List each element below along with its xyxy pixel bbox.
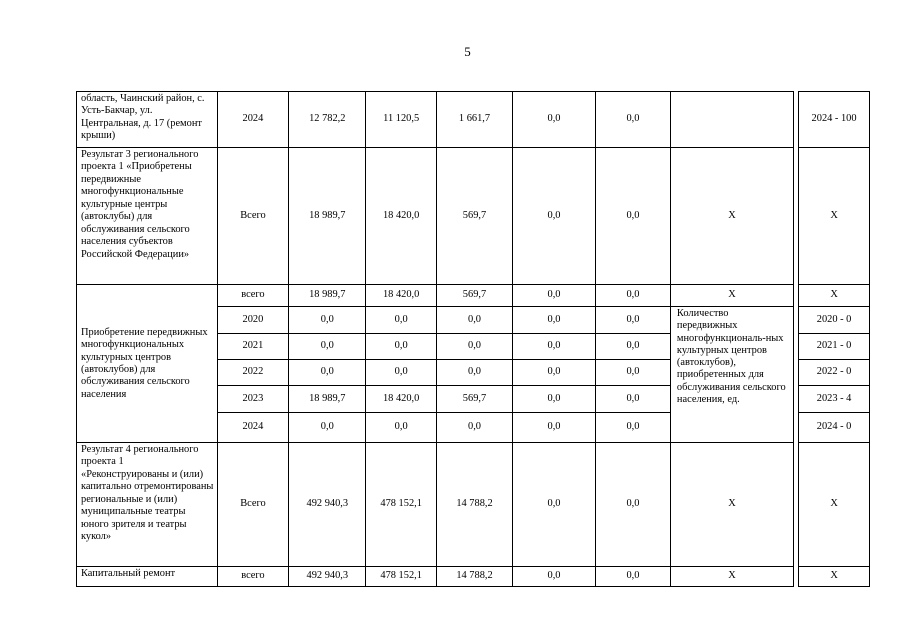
value-cell: 0,0	[596, 285, 671, 307]
total-cell: 492 940,3	[289, 567, 366, 587]
value-cell: 0,0	[596, 307, 671, 334]
value-cell: 0,0	[512, 92, 595, 148]
target-cell: 2022 - 0	[799, 360, 870, 386]
value-cell: 18 420,0	[366, 285, 437, 307]
year-cell: 2020	[217, 307, 289, 334]
target-cell: 2021 - 0	[799, 334, 870, 360]
value-cell: 0,0	[512, 307, 595, 334]
value-cell: 0,0	[437, 334, 513, 360]
value-cell: 0,0	[512, 413, 595, 443]
year-cell: Всего	[217, 148, 289, 285]
value-cell: 0,0	[596, 360, 671, 386]
year-cell: всего	[217, 567, 289, 587]
value-cell: 0,0	[596, 92, 671, 148]
budget-table	[76, 91, 870, 587]
row-name: Результат 4 регионального проекта 1 «Реконструированы и (или) капитально отремонтированы региональные и (или) муниципальные театры юного зрителя и театры кукол»	[77, 443, 218, 567]
indicator-cell: Х	[670, 148, 793, 285]
value-cell: 0,0	[366, 413, 437, 443]
value-cell: 0,0	[512, 443, 595, 567]
indicator-cell: Х	[670, 443, 793, 567]
year-cell: 2021	[217, 334, 289, 360]
target-cell: 2024 - 100	[799, 92, 870, 148]
table-row	[77, 92, 870, 148]
target-cell: Х	[799, 285, 870, 307]
target-cell: Х	[799, 567, 870, 587]
value-cell: 478 152,1	[366, 443, 437, 567]
row-name: Капитальный ремонт	[77, 567, 218, 587]
value-cell: 11 120,5	[366, 92, 437, 148]
year-cell: 2024	[217, 413, 289, 443]
target-cell: Х	[799, 443, 870, 567]
target-cell: 2023 - 4	[799, 386, 870, 413]
value-cell: 0,0	[596, 334, 671, 360]
value-cell: 569,7	[437, 386, 513, 413]
table-row	[77, 443, 870, 567]
value-cell: 0,0	[596, 148, 671, 285]
indicator-cell: Количество передвижных многофункциональ-ных культурных центров (автоклубов), приобретенных для обслуживания сельского населения, ед.	[670, 307, 793, 443]
indicator-cell	[670, 92, 793, 148]
value-cell: 0,0	[596, 386, 671, 413]
value-cell: 0,0	[512, 386, 595, 413]
row-name: Приобретение передвижных многофункциональных культурных центров (автоклубов) для обслуживания сельского населения	[77, 285, 218, 443]
year-cell: Всего	[217, 443, 289, 567]
value-cell: 0,0	[596, 413, 671, 443]
table-row	[77, 285, 870, 307]
page-number: 5	[464, 44, 471, 59]
year-cell: 2022	[217, 360, 289, 386]
indicator-cell: Х	[670, 567, 793, 587]
value-cell: 14 788,2	[437, 567, 513, 587]
target-cell: 2024 - 0	[799, 413, 870, 443]
year-cell: всего	[217, 285, 289, 307]
value-cell: 0,0	[437, 413, 513, 443]
total-cell: 18 989,7	[289, 148, 366, 285]
value-cell: 18 420,0	[366, 386, 437, 413]
row-name: область, Чаинский район, с. Усть-Бакчар, ул. Центральная, д. 17 (ремонт крыши)	[77, 92, 218, 148]
value-cell: 14 788,2	[437, 443, 513, 567]
year-cell: 2023	[217, 386, 289, 413]
table-row	[77, 567, 870, 587]
value-cell: 0,0	[512, 148, 595, 285]
value-cell: 1 661,7	[437, 92, 513, 148]
year-cell: 2024	[217, 92, 289, 148]
total-cell: 0,0	[289, 334, 366, 360]
total-cell: 12 782,2	[289, 92, 366, 148]
indicator-cell: Х	[670, 285, 793, 307]
total-cell: 0,0	[289, 413, 366, 443]
value-cell: 0,0	[366, 360, 437, 386]
value-cell: 0,0	[437, 360, 513, 386]
value-cell: 0,0	[512, 360, 595, 386]
value-cell: 0,0	[366, 334, 437, 360]
value-cell: 478 152,1	[366, 567, 437, 587]
row-name: Результат 3 регионального проекта 1 «Приобретены передвижные многофункциональные культурные центры (автоклубы) для обслуживания сельского населения субъектов Российской Федерации»	[77, 148, 218, 285]
value-cell: 0,0	[512, 567, 595, 587]
value-cell: 569,7	[437, 285, 513, 307]
total-cell: 0,0	[289, 307, 366, 334]
target-cell: 2020 - 0	[799, 307, 870, 334]
total-cell: 0,0	[289, 360, 366, 386]
value-cell: 0,0	[437, 307, 513, 334]
table-row	[77, 148, 870, 285]
value-cell: 0,0	[596, 443, 671, 567]
value-cell: 569,7	[437, 148, 513, 285]
value-cell: 0,0	[596, 567, 671, 587]
value-cell: 0,0	[512, 285, 595, 307]
value-cell: 0,0	[366, 307, 437, 334]
value-cell: 0,0	[512, 334, 595, 360]
total-cell: 18 989,7	[289, 285, 366, 307]
total-cell: 18 989,7	[289, 386, 366, 413]
value-cell: 18 420,0	[366, 148, 437, 285]
target-cell: Х	[799, 148, 870, 285]
total-cell: 492 940,3	[289, 443, 366, 567]
